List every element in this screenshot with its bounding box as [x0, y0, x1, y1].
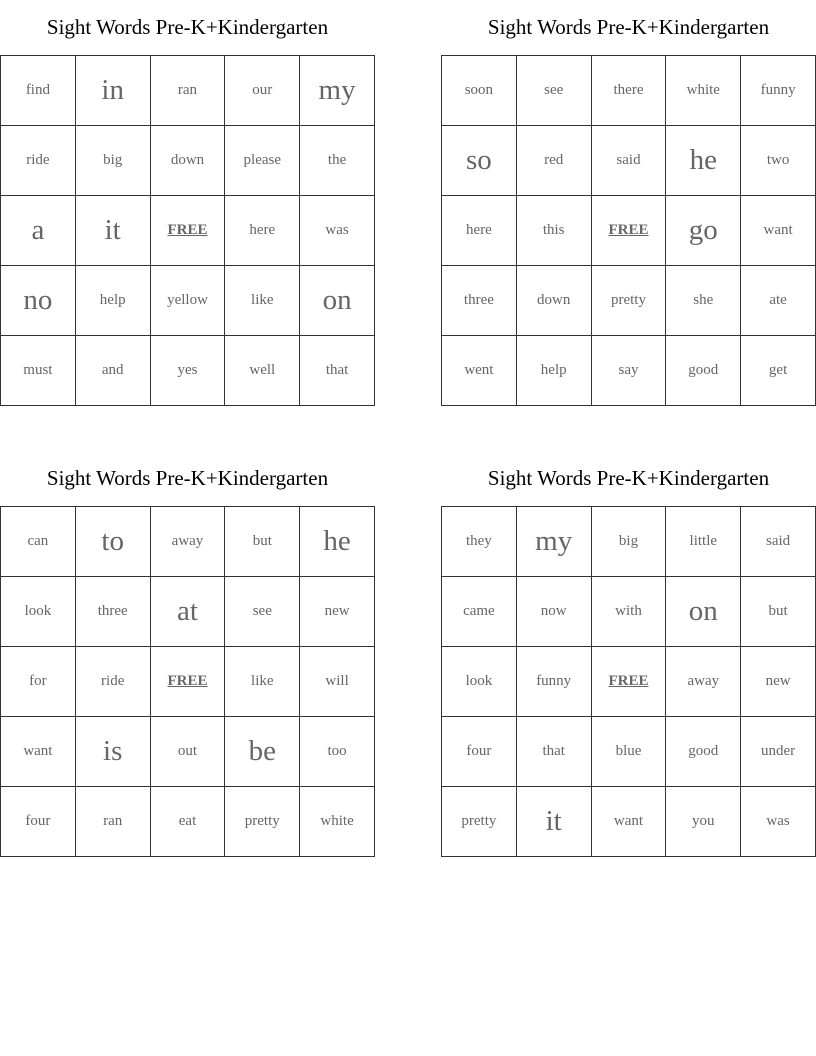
word-cell: funny: [741, 56, 816, 126]
word-cell: went: [442, 336, 517, 406]
word-cell: two: [741, 126, 816, 196]
word-cell: away: [151, 507, 226, 577]
word-cell: can: [1, 507, 76, 577]
word-cell: out: [151, 717, 226, 787]
word-cell: said: [592, 126, 667, 196]
word-cell: my: [517, 507, 592, 577]
card-title: Sight Words Pre-K+Kindergarten: [487, 466, 770, 490]
word-cell: the: [300, 126, 375, 196]
word-cell: want: [1, 717, 76, 787]
word-cell: ran: [151, 56, 226, 126]
word-cell: red: [517, 126, 592, 196]
word-cell: it: [76, 196, 151, 266]
word-cell: help: [517, 336, 592, 406]
word-cell: be: [225, 717, 300, 787]
word-cell: he: [666, 126, 741, 196]
word-cell: see: [517, 56, 592, 126]
word-cell: on: [666, 577, 741, 647]
card-title: Sight Words Pre-K+Kindergarten: [46, 466, 329, 490]
word-cell: please: [225, 126, 300, 196]
word-cell: white: [300, 787, 375, 857]
free-space-cell: FREE: [151, 647, 226, 717]
word-cell: blue: [592, 717, 667, 787]
word-cell: in: [76, 56, 151, 126]
word-cell: well: [225, 336, 300, 406]
word-cell: was: [300, 196, 375, 266]
word-cell: a: [1, 196, 76, 266]
word-cell: down: [517, 266, 592, 336]
word-cell: my: [300, 56, 375, 126]
word-cell: on: [300, 266, 375, 336]
word-cell: this: [517, 196, 592, 266]
word-cell: at: [151, 577, 226, 647]
word-cell: was: [741, 787, 816, 857]
word-cell: ride: [76, 647, 151, 717]
grid-row: [442, 787, 816, 857]
word-cell: here: [225, 196, 300, 266]
grid-row: [442, 126, 816, 196]
word-cell: little: [666, 507, 741, 577]
word-cell: look: [442, 647, 517, 717]
word-cell: he: [300, 507, 375, 577]
grid-row: [1, 717, 375, 787]
word-cell: pretty: [442, 787, 517, 857]
word-cell: with: [592, 577, 667, 647]
grid-row: [442, 336, 816, 406]
word-grid: [0, 506, 375, 857]
word-cell: there: [592, 56, 667, 126]
word-cell: big: [76, 126, 151, 196]
word-cell: said: [741, 507, 816, 577]
grid-row: [1, 647, 375, 717]
grid-row: [442, 577, 816, 647]
word-cell: she: [666, 266, 741, 336]
word-cell: ride: [1, 126, 76, 196]
word-cell: eat: [151, 787, 226, 857]
word-cell: want: [592, 787, 667, 857]
word-cell: three: [442, 266, 517, 336]
card-title: Sight Words Pre-K+Kindergarten: [46, 15, 329, 39]
word-cell: help: [76, 266, 151, 336]
word-cell: now: [517, 577, 592, 647]
word-cell: three: [76, 577, 151, 647]
word-cell: they: [442, 507, 517, 577]
word-cell: new: [741, 647, 816, 717]
grid-row: [1, 56, 375, 126]
word-cell: pretty: [592, 266, 667, 336]
word-cell: to: [76, 507, 151, 577]
word-cell: but: [225, 507, 300, 577]
grid-row: [442, 507, 816, 577]
word-cell: big: [592, 507, 667, 577]
word-cell: our: [225, 56, 300, 126]
grid-row: [1, 787, 375, 857]
word-cell: under: [741, 717, 816, 787]
word-cell: pretty: [225, 787, 300, 857]
grid-row: [1, 126, 375, 196]
word-cell: want: [741, 196, 816, 266]
grid-row: [442, 717, 816, 787]
word-grid: [441, 506, 816, 857]
word-cell: like: [225, 647, 300, 717]
free-space-cell: FREE: [592, 647, 667, 717]
grid-row: [1, 196, 375, 266]
word-cell: will: [300, 647, 375, 717]
grid-row: [1, 577, 375, 647]
word-cell: four: [1, 787, 76, 857]
word-cell: but: [741, 577, 816, 647]
word-cell: find: [1, 56, 76, 126]
word-cell: you: [666, 787, 741, 857]
grid-row: [442, 196, 816, 266]
word-cell: it: [517, 787, 592, 857]
word-cell: white: [666, 56, 741, 126]
word-cell: good: [666, 336, 741, 406]
word-cell: no: [1, 266, 76, 336]
word-cell: yes: [151, 336, 226, 406]
word-cell: good: [666, 717, 741, 787]
word-cell: for: [1, 647, 76, 717]
word-cell: four: [442, 717, 517, 787]
word-cell: ran: [76, 787, 151, 857]
word-cell: yellow: [151, 266, 226, 336]
word-cell: say: [592, 336, 667, 406]
word-cell: too: [300, 717, 375, 787]
word-cell: new: [300, 577, 375, 647]
grid-row: [1, 336, 375, 406]
free-space-cell: FREE: [151, 196, 226, 266]
grid-row: [1, 507, 375, 577]
word-cell: away: [666, 647, 741, 717]
word-cell: funny: [517, 647, 592, 717]
word-cell: that: [300, 336, 375, 406]
grid-row: [442, 56, 816, 126]
word-cell: see: [225, 577, 300, 647]
free-space-cell: FREE: [592, 196, 667, 266]
word-cell: get: [741, 336, 816, 406]
word-cell: must: [1, 336, 76, 406]
card-title: Sight Words Pre-K+Kindergarten: [487, 15, 770, 39]
word-cell: go: [666, 196, 741, 266]
word-grid: [441, 55, 816, 406]
grid-row: [442, 647, 816, 717]
word-cell: so: [442, 126, 517, 196]
word-cell: is: [76, 717, 151, 787]
word-cell: came: [442, 577, 517, 647]
word-grid: [0, 55, 375, 406]
grid-row: [442, 266, 816, 336]
grid-row: [1, 266, 375, 336]
word-cell: look: [1, 577, 76, 647]
word-cell: that: [517, 717, 592, 787]
word-cell: and: [76, 336, 151, 406]
word-cell: ate: [741, 266, 816, 336]
word-cell: soon: [442, 56, 517, 126]
word-cell: here: [442, 196, 517, 266]
word-cell: like: [225, 266, 300, 336]
word-cell: down: [151, 126, 226, 196]
